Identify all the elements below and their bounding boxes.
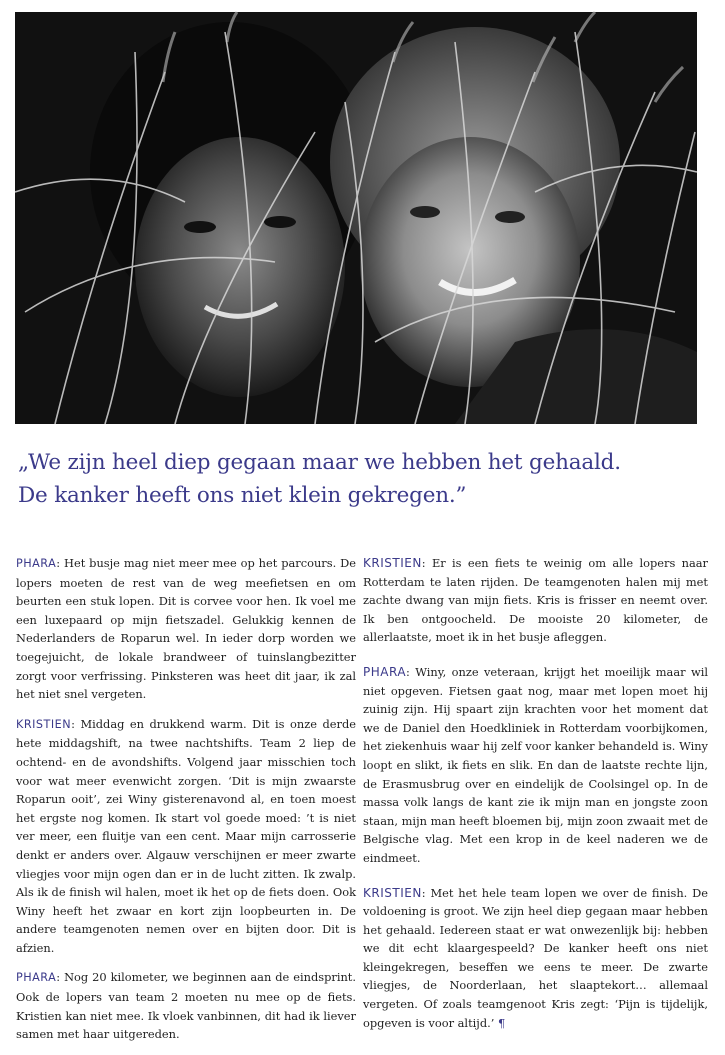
paragraph-text: : Winy, onze veteraan, krijgt het moeilijk maar wil niet opgeven. Fietsen gaat nog, maar met lopen moet hij zuinig zijn. Hij spaart zijn krachten voor het moment dat we de Daniel den Hoedkliniek in Rotterdam voorbijkomen, het ziekenhuis waar hij zelf voor kanker behandeld is. Winy loopt en slikt, ik fiets en slik. En dan de laatste rechte lijn, de Erasmusbrug over en eindelijk de Coolsingel op. In de massa volk langs de kant zie ik mijn man en jongste zoon staan, mijn man heeft bloemen bij, mijn zoon zwaait met de Belgische vlag. Met een krop in de keel naderen we de eindmeet. (363, 664, 708, 865)
paragraph-text: : Nog 20 kilometer, we beginnen aan de eindsprint. Ook de lopers van team 2 moeten nu mee op de fiets. Kristien kan niet mee. Ik vloek vanbinnen, dit had ik liever samen met haar uitgereden. (16, 970, 356, 1042)
article-paragraph (363, 663, 708, 868)
pull-quote-line-2: De kanker heeft ons niet klein gekregen.” (18, 483, 467, 508)
article-paragraph (16, 554, 356, 704)
pull-quote-line-1: „We zijn heel diep gegaan maar we hebben het gehaald. (18, 450, 621, 475)
article-paragraph (16, 968, 356, 1043)
article-paragraph (363, 884, 708, 1033)
speaker-label: PHARA (363, 664, 407, 679)
portrait-photo (15, 12, 697, 424)
speaker-label: PHARA (16, 971, 57, 985)
speaker-label: PHARA (16, 557, 57, 570)
article-paragraph (363, 554, 708, 647)
paragraph-text: : Met het hele team lopen we over de finish. De voldoening is groot. We zijn heel diep gegaan maar hebben het gehaald. Iedereen staat er wat onwezenlijk bij: hebben we dit echt klaargespeeld? De kanker heeft ons niet kleingekregen, beseffen we eens te meer. De zwarte vliegjes, de Noorderlaan, het slaaptekort… allemaal vergeten. Of zoals teamgenoot Kris zegt: ‘Pijn is tijdelijk, opgeven is voor altijd.’ (363, 885, 708, 1030)
pull-quote (18, 446, 708, 512)
paragraph-text: : Middag en drukkend warm. Dit is onze derde hete middagshift, na twee nachtshifts. Team 2 liep de ochtend- en de avondshifts. Volgend jaar misschien toch voor wat meer evenwicht zorgen. ‘Dit is mijn zwaarste Roparun ooit’, zei Winy gisterenavond al, en toen moest het ergste nog komen. Ik start vol goede moed: ’t is niet ver meer, een fluitje van een cent. Maar mijn carrosserie denkt er anders over. Algauw verschijnen er meer zwarte vliegjes voor mijn ogen dan er in de lucht zitten. Ik zwalp. Als ik de finish wil halen, moet ik het op de fiets doen. Ook Winy heeft het zwaar en kort zijn loopbeurten in. De andere teamgenoten nemen over en bijten door. Dit is afzien. (16, 716, 356, 955)
paragraph-text: : Het busje mag niet meer mee op het parcours. De lopers moeten de rest van de weg meefietsen en om beurten een stuk lopen. Dit is corvee voor hen. Ik voel me een luxepaard op mijn fietszadel. Gelukkig kennen de Nederlanders de Roparun wel. In ieder dorp worden we toegejuicht, de lokale brandweer of tuinslangbezitter zorgt voor verfrissing. Pinksteren was heet dit jaar, ik zal het niet snel vergeten. (16, 556, 356, 702)
article-column-left (16, 554, 356, 1055)
article-column-right (363, 554, 708, 1048)
speaker-label: KRISTIEN (363, 556, 422, 570)
speaker-label: KRISTIEN (16, 717, 72, 731)
end-of-article-mark: ¶ (498, 1015, 506, 1030)
paragraph-text: : Er is een fiets te weinig om alle lopers naar Rotterdam te laten rijden. De teamgenoten halen mij met zachte dwang van mijn fiets. Kris is frisser en neemt over. Ik ben ontgoocheld. De mooiste 20 kilometer, de allerlaatste, moet ik in het busje afleggen. (363, 556, 708, 645)
speaker-label: KRISTIEN (363, 885, 422, 900)
article-paragraph (16, 715, 356, 958)
photo-illustration (15, 12, 697, 424)
